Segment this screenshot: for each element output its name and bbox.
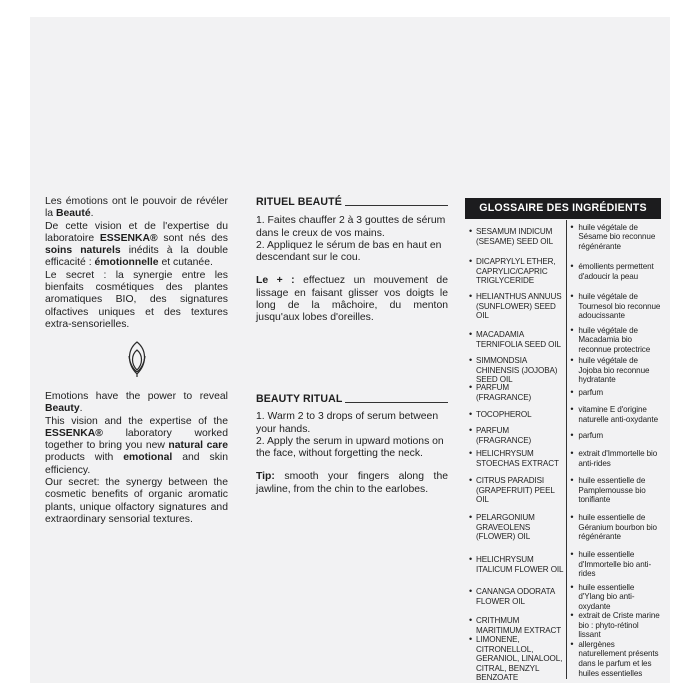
fr-ritual-step-1: 1. Faites chauffer 2 à 3 gouttes de sérum dans le creux de vos mains. xyxy=(256,215,446,239)
ingredient-description: • parfum xyxy=(564,388,661,398)
ingredient-inci-name: • HELICHRYSUM STOECHAS EXTRACT xyxy=(465,449,564,468)
glossary-row xyxy=(465,508,661,547)
fr-ritual-tip: Le + : effectuez un mouvement de lissage en faisant glisser vos doigts le long de la mâchoire, du menton jusqu'aux lobes d'oreilles. xyxy=(256,275,448,324)
glossary-row xyxy=(465,582,661,612)
glossary-row xyxy=(465,635,661,683)
glossary-title: GLOSSAIRE DES INGRÉDIENTS xyxy=(465,198,661,219)
fr-ritual-heading: RITUEL BEAUTÉ xyxy=(256,196,448,208)
en-ritual-tip: Tip: smooth your fingers along the jawline, from the chin to the earlobes. xyxy=(256,471,448,495)
glossary-row xyxy=(465,401,661,428)
english-ritual xyxy=(256,393,448,496)
ingredient-inci-name: • LIMONENE, CITRONELLOL, GERANIOL, LINALOOL, CITRAL, BENZYL BENZOATE xyxy=(465,635,564,683)
french-intro xyxy=(45,196,228,331)
ingredient-description: • vitamine E d'origine naturelle anti-oxydante xyxy=(564,405,661,424)
glossary-table xyxy=(465,220,661,683)
ingredient-inci-name: • CRITHMUM MARITIMUM EXTRACT xyxy=(465,616,564,635)
ingredient-inci-name: • CANANGA ODORATA FLOWER OIL xyxy=(465,587,564,606)
ingredients-glossary xyxy=(465,198,661,683)
ingredient-description: • huile végétale de Macadamia bio reconnue protectrice xyxy=(564,326,661,355)
ingredient-inci-name: • CITRUS PARADISI (GRAPEFRUIT) PEEL OIL xyxy=(465,476,564,505)
en-ritual-step-2: 2. Apply the serum in upward motions on the face, without forgetting the neck. xyxy=(256,435,444,460)
ingredient-inci-name: • TOCOPHEROL xyxy=(465,410,564,420)
en-ritual-step-1: 1. Warm 2 to 3 drops of serum between your hands. xyxy=(256,411,439,435)
ingredient-description: • extrait de Criste marine bio : phyto-rétinol lissant xyxy=(564,611,661,640)
ingredient-description: • émollients permettent d'adoucir la peau xyxy=(564,262,661,281)
glossary-row xyxy=(465,428,661,444)
heading-rule xyxy=(345,205,448,206)
ingredient-description: • huile essentielle d'Ylang bio anti-oxydante xyxy=(564,583,661,612)
glossary-row xyxy=(465,289,661,324)
ingredient-inci-name: • DICAPRYLYL ETHER, CAPRYLIC/CAPRIC TRIGLYCERIDE xyxy=(465,257,564,286)
glossary-row xyxy=(465,254,661,289)
ingredient-description: • huile essentielle d'Immortelle bio anti-rides xyxy=(564,550,661,579)
en-ritual-heading: BEAUTY RITUAL xyxy=(256,393,448,405)
glossary-row xyxy=(465,220,661,254)
ingredient-description: • huile essentielle de Pamplemousse bio tonifiante xyxy=(564,476,661,505)
ingredient-inci-name: • SESAMUM INDICUM (SESAME) SEED OIL xyxy=(465,227,564,246)
ingredient-description: • parfum xyxy=(564,431,661,441)
ingredient-inci-name: • SIMMONDSIA CHINENSIS (JOJOBA) SEED OIL xyxy=(465,356,564,385)
fr-intro-p3: Le secret : la synergie entre les bienfaits cosmétiques des plantes aromatiques BIO, des signatures olfactives uniques et des textures extra-sensorielles. xyxy=(45,269,228,330)
ingredient-description: • huile végétale de Jojoba bio reconnue hydratante xyxy=(564,356,661,385)
ingredient-description: • allergènes naturellement présents dans le parfum et les huiles essentielles xyxy=(564,640,661,678)
fr-intro-p1: Les émotions ont le pouvoir de révéler la Beauté. xyxy=(45,196,228,220)
ingredient-inci-name: • MACADAMIA TERNIFOLIA SEED OIL xyxy=(465,330,564,349)
en-intro-p1: Emotions have the power to reveal Beauty. xyxy=(45,391,228,415)
ingredient-inci-name: • HELICHRYSUM ITALICUM FLOWER OIL xyxy=(465,555,564,574)
en-intro-p3: Our secret: the synergy between the cosmetic benefits of organic aromatic plants, unique olfactory signatures and extraordinary sensorial textures. xyxy=(45,477,228,525)
heading-rule xyxy=(345,402,448,403)
fr-intro-p2: De cette vision et de l'expertise du laboratoire ESSENKA® sont nés des soins naturels inédits à la double efficacité : émotionnelle et cutanée. xyxy=(45,220,228,269)
glossary-row xyxy=(465,444,661,473)
glossary-row xyxy=(465,473,661,508)
fr-ritual-step-2: 2. Appliquez le sérum de bas en haut en descendant sur le cou. xyxy=(256,239,442,264)
glossary-row xyxy=(465,324,661,356)
ingredient-description: • huile végétale de Tournesol bio reconnue adoucissante xyxy=(564,292,661,321)
ingredient-inci-name: • HELIANTHUS ANNUUS (SUNFLOWER) SEED OIL xyxy=(465,292,564,321)
ingredient-inci-name: • PARFUM (FRAGRANCE) xyxy=(465,383,564,402)
glossary-row xyxy=(465,356,661,385)
english-intro xyxy=(45,391,228,526)
ingredient-description: • huile végétale de Sésame bio reconnue régénérante xyxy=(564,223,661,252)
leaf-bud-icon xyxy=(123,340,151,378)
ingredient-description: • extrait d'Immortelle bio anti-rides xyxy=(564,449,661,468)
french-ritual xyxy=(256,196,448,325)
glossary-row xyxy=(465,385,661,401)
en-intro-p2: This vision and the expertise of the ESSENKA® laboratory worked together to bring you new natural care products with emotional and skin efficiency. xyxy=(45,415,228,476)
ingredient-inci-name: • PARFUM (FRAGRANCE) xyxy=(465,426,564,445)
ingredient-description: • huile essentielle de Géranium bourbon bio régénérante xyxy=(564,513,661,542)
ingredient-inci-name: • PELARGONIUM GRAVEOLENS (FLOWER) OIL xyxy=(465,513,564,542)
glossary-row xyxy=(465,547,661,582)
